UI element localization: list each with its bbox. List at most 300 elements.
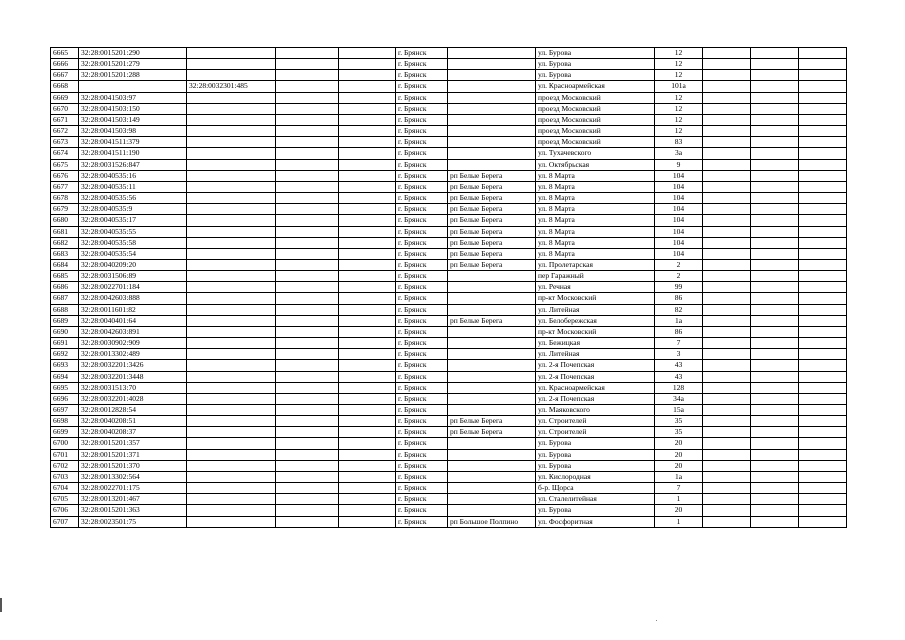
- cell-city: г. Брянск: [396, 293, 448, 304]
- cell-city: г. Брянск: [396, 226, 448, 237]
- cell-cadastral-number-alt: [187, 449, 276, 460]
- cell-blank-col-11: [751, 215, 799, 226]
- cell-blank-col-5: [339, 505, 396, 516]
- cell-row-number: 6707: [51, 516, 79, 527]
- cell-row-number: 6704: [51, 483, 79, 494]
- cell-blank-col-4: [276, 371, 339, 382]
- cell-blank-col-11: [751, 360, 799, 371]
- cell-street: ул. Бурова: [536, 59, 655, 70]
- cell-street: ул. Пролетарская: [536, 259, 655, 270]
- cell-blank-col-10: [703, 349, 751, 360]
- cell-blank-col-12: [799, 137, 847, 148]
- cell-blank-col-11: [751, 237, 799, 248]
- table-row: [51, 259, 847, 270]
- cell-settlement: рп Белые Берега: [448, 193, 536, 204]
- cell-house-number: 99: [655, 282, 703, 293]
- cell-blank-col-10: [703, 304, 751, 315]
- cell-cadastral-number-alt: [187, 181, 276, 192]
- cell-settlement: [448, 382, 536, 393]
- cell-blank-col-4: [276, 70, 339, 81]
- cell-settlement: рп Белые Берега: [448, 237, 536, 248]
- cell-blank-col-11: [751, 405, 799, 416]
- cell-row-number: 6673: [51, 137, 79, 148]
- cell-city: г. Брянск: [396, 70, 448, 81]
- cell-settlement: [448, 349, 536, 360]
- table-row: [51, 59, 847, 70]
- cell-house-number: 104: [655, 181, 703, 192]
- cell-blank-col-10: [703, 282, 751, 293]
- cell-house-number: 3: [655, 349, 703, 360]
- cell-blank-col-11: [751, 416, 799, 427]
- cell-row-number: 6667: [51, 70, 79, 81]
- cell-row-number: 6685: [51, 271, 79, 282]
- cell-row-number: 6675: [51, 159, 79, 170]
- cell-house-number: 35: [655, 427, 703, 438]
- cell-cadastral-number-alt: 32:28:0032301:485: [187, 81, 276, 92]
- cell-settlement: [448, 148, 536, 159]
- cell-blank-col-12: [799, 293, 847, 304]
- cell-cadastral-number: 32:28:0022701:184: [79, 282, 187, 293]
- cell-blank-col-10: [703, 237, 751, 248]
- cell-cadastral-number: 32:28:0032201:3448: [79, 371, 187, 382]
- cell-row-number: 6682: [51, 237, 79, 248]
- table-row: [51, 449, 847, 460]
- cell-blank-col-5: [339, 81, 396, 92]
- cell-row-number: 6680: [51, 215, 79, 226]
- cell-city: г. Брянск: [396, 494, 448, 505]
- cell-street: ул. Октябрьская: [536, 159, 655, 170]
- cell-settlement: [448, 494, 536, 505]
- cell-blank-col-10: [703, 215, 751, 226]
- cell-blank-col-10: [703, 114, 751, 125]
- cell-settlement: [448, 338, 536, 349]
- cell-cadastral-number-alt: [187, 315, 276, 326]
- cell-blank-col-11: [751, 103, 799, 114]
- cell-blank-col-10: [703, 48, 751, 59]
- cell-cadastral-number: 32:28:0041503:98: [79, 126, 187, 137]
- cell-settlement: рп Белые Берега: [448, 204, 536, 215]
- scan-edge-mark: [0, 598, 2, 612]
- cell-cadastral-number: 32:28:0040535:55: [79, 226, 187, 237]
- cell-blank-col-5: [339, 193, 396, 204]
- cell-city: г. Брянск: [396, 360, 448, 371]
- table-row: [51, 304, 847, 315]
- cell-blank-col-10: [703, 248, 751, 259]
- cell-blank-col-10: [703, 460, 751, 471]
- cell-street: ул. Красноармейская: [536, 81, 655, 92]
- cell-blank-col-10: [703, 259, 751, 270]
- cell-cadastral-number-alt: [187, 471, 276, 482]
- cell-cadastral-number-alt: [187, 360, 276, 371]
- cell-street: ул. 8 Марта: [536, 181, 655, 192]
- cell-row-number: 6681: [51, 226, 79, 237]
- cell-house-number: 20: [655, 460, 703, 471]
- cell-blank-col-5: [339, 181, 396, 192]
- cell-row-number: 6693: [51, 360, 79, 371]
- cell-blank-col-12: [799, 70, 847, 81]
- cell-cadastral-number: 32:28:0040208:51: [79, 416, 187, 427]
- cell-settlement: [448, 126, 536, 137]
- cell-street: проезд Московский: [536, 103, 655, 114]
- cell-city: г. Брянск: [396, 393, 448, 404]
- cell-house-number: 1а: [655, 471, 703, 482]
- cell-blank-col-4: [276, 293, 339, 304]
- cell-blank-col-5: [339, 326, 396, 337]
- cell-cadastral-number-alt: [187, 427, 276, 438]
- cell-cadastral-number-alt: [187, 460, 276, 471]
- cell-blank-col-5: [339, 427, 396, 438]
- cell-row-number: 6668: [51, 81, 79, 92]
- table-row: [51, 271, 847, 282]
- table-row: [51, 338, 847, 349]
- cell-blank-col-4: [276, 48, 339, 59]
- cell-blank-col-12: [799, 349, 847, 360]
- cell-blank-col-4: [276, 159, 339, 170]
- cell-blank-col-11: [751, 438, 799, 449]
- cell-blank-col-11: [751, 170, 799, 181]
- cell-blank-col-11: [751, 326, 799, 337]
- cell-settlement: [448, 360, 536, 371]
- cell-cadastral-number: 32:28:0040401:64: [79, 315, 187, 326]
- cell-row-number: 6676: [51, 170, 79, 181]
- cell-blank-col-5: [339, 438, 396, 449]
- table-row: [51, 126, 847, 137]
- cell-cadastral-number-alt: [187, 505, 276, 516]
- cell-blank-col-10: [703, 494, 751, 505]
- cell-city: г. Брянск: [396, 326, 448, 337]
- cell-row-number: 6703: [51, 471, 79, 482]
- cell-cadastral-number-alt: [187, 170, 276, 181]
- cell-settlement: рп Белые Берега: [448, 181, 536, 192]
- cell-cadastral-number: 32:28:0040535:11: [79, 181, 187, 192]
- cell-house-number: 12: [655, 59, 703, 70]
- cell-street: ул. Бежицкая: [536, 338, 655, 349]
- cell-house-number: 7: [655, 338, 703, 349]
- cell-blank-col-4: [276, 271, 339, 282]
- cell-city: г. Брянск: [396, 483, 448, 494]
- table-row: [51, 215, 847, 226]
- table-row: [51, 103, 847, 114]
- cell-city: г. Брянск: [396, 159, 448, 170]
- cell-house-number: 104: [655, 204, 703, 215]
- cell-house-number: 12: [655, 126, 703, 137]
- cell-blank-col-10: [703, 516, 751, 527]
- table-row: [51, 181, 847, 192]
- cell-house-number: 104: [655, 170, 703, 181]
- cell-blank-col-12: [799, 48, 847, 59]
- cell-cadastral-number-alt: [187, 271, 276, 282]
- cell-blank-col-12: [799, 315, 847, 326]
- cell-blank-col-4: [276, 215, 339, 226]
- cell-blank-col-12: [799, 181, 847, 192]
- cell-settlement: рп Белые Берега: [448, 416, 536, 427]
- cell-street: ул. 2-я Почепская: [536, 393, 655, 404]
- cell-house-number: 128: [655, 382, 703, 393]
- cell-blank-col-5: [339, 282, 396, 293]
- register-sheet: [50, 47, 847, 528]
- cell-row-number: 6699: [51, 427, 79, 438]
- cell-blank-col-5: [339, 449, 396, 460]
- cell-cadastral-number-alt: [187, 226, 276, 237]
- cell-blank-col-11: [751, 393, 799, 404]
- cell-street: ул. Сталелитейная: [536, 494, 655, 505]
- cell-street: ул. Бурова: [536, 460, 655, 471]
- table-row: [51, 460, 847, 471]
- cell-blank-col-4: [276, 137, 339, 148]
- cell-blank-col-4: [276, 516, 339, 527]
- cell-blank-col-11: [751, 48, 799, 59]
- cell-blank-col-5: [339, 237, 396, 248]
- cell-row-number: 6705: [51, 494, 79, 505]
- cell-house-number: 35: [655, 416, 703, 427]
- cell-city: г. Брянск: [396, 248, 448, 259]
- cell-blank-col-11: [751, 114, 799, 125]
- cell-city: г. Брянск: [396, 81, 448, 92]
- cell-blank-col-11: [751, 282, 799, 293]
- table-row: [51, 471, 847, 482]
- cell-street: б-р. Щорса: [536, 483, 655, 494]
- cell-blank-col-4: [276, 259, 339, 270]
- cell-city: г. Брянск: [396, 416, 448, 427]
- cell-house-number: 1: [655, 516, 703, 527]
- cell-blank-col-4: [276, 248, 339, 259]
- cell-settlement: [448, 59, 536, 70]
- cell-blank-col-10: [703, 137, 751, 148]
- cell-blank-col-10: [703, 471, 751, 482]
- table-body: [51, 48, 847, 528]
- cell-blank-col-5: [339, 48, 396, 59]
- cell-blank-col-10: [703, 70, 751, 81]
- cell-house-number: 1: [655, 494, 703, 505]
- cell-cadastral-number: 32:28:0042603:888: [79, 293, 187, 304]
- cell-blank-col-12: [799, 282, 847, 293]
- cell-row-number: 6666: [51, 59, 79, 70]
- cell-row-number: 6689: [51, 315, 79, 326]
- cell-blank-col-12: [799, 271, 847, 282]
- cell-row-number: 6691: [51, 338, 79, 349]
- cell-blank-col-11: [751, 59, 799, 70]
- cell-cadastral-number-alt: [187, 338, 276, 349]
- cell-blank-col-4: [276, 438, 339, 449]
- cell-cadastral-number: 32:28:0022701:175: [79, 483, 187, 494]
- cell-cadastral-number-alt: [187, 438, 276, 449]
- cell-blank-col-10: [703, 92, 751, 103]
- cell-blank-col-12: [799, 259, 847, 270]
- cell-blank-col-12: [799, 103, 847, 114]
- cell-street: ул. Литейная: [536, 304, 655, 315]
- cell-row-number: 6702: [51, 460, 79, 471]
- cell-house-number: 34а: [655, 393, 703, 404]
- cell-cadastral-number-alt: [187, 326, 276, 337]
- cell-row-number: 6690: [51, 326, 79, 337]
- cell-cadastral-number-alt: [187, 293, 276, 304]
- cell-house-number: 12: [655, 103, 703, 114]
- cell-blank-col-10: [703, 427, 751, 438]
- cell-blank-col-12: [799, 371, 847, 382]
- cell-blank-col-4: [276, 326, 339, 337]
- cell-blank-col-10: [703, 438, 751, 449]
- cell-blank-col-10: [703, 193, 751, 204]
- cell-street: пер Гаражный: [536, 271, 655, 282]
- cell-blank-col-10: [703, 226, 751, 237]
- cell-settlement: [448, 48, 536, 59]
- cell-settlement: рп Белые Берега: [448, 315, 536, 326]
- table-row: [51, 293, 847, 304]
- cell-blank-col-10: [703, 59, 751, 70]
- cell-blank-col-11: [751, 271, 799, 282]
- cell-blank-col-4: [276, 449, 339, 460]
- cell-cadastral-number-alt: [187, 92, 276, 103]
- cell-house-number: 104: [655, 248, 703, 259]
- cell-blank-col-5: [339, 170, 396, 181]
- cell-settlement: рп Белые Берега: [448, 248, 536, 259]
- cell-house-number: 104: [655, 226, 703, 237]
- cell-cadastral-number-alt: [187, 416, 276, 427]
- cell-cadastral-number: 32:28:0041511:379: [79, 137, 187, 148]
- cell-blank-col-5: [339, 483, 396, 494]
- table-row: [51, 349, 847, 360]
- cell-street: ул. 8 Марта: [536, 215, 655, 226]
- cell-blank-col-5: [339, 126, 396, 137]
- cell-row-number: 6679: [51, 204, 79, 215]
- cell-blank-col-12: [799, 237, 847, 248]
- cell-blank-col-4: [276, 181, 339, 192]
- cell-cadastral-number: 32:28:0041503:97: [79, 92, 187, 103]
- cell-blank-col-12: [799, 148, 847, 159]
- cell-city: г. Брянск: [396, 48, 448, 59]
- table-row: [51, 237, 847, 248]
- cell-house-number: 20: [655, 438, 703, 449]
- cell-blank-col-12: [799, 215, 847, 226]
- cell-house-number: 43: [655, 360, 703, 371]
- cell-cadastral-number-alt: [187, 70, 276, 81]
- cell-cadastral-number: 32:28:0040535:56: [79, 193, 187, 204]
- cell-settlement: рп Белые Берега: [448, 259, 536, 270]
- cell-blank-col-12: [799, 438, 847, 449]
- cell-city: г. Брянск: [396, 204, 448, 215]
- cell-street: ул. 8 Марта: [536, 226, 655, 237]
- cell-blank-col-10: [703, 204, 751, 215]
- cell-blank-col-5: [339, 349, 396, 360]
- cell-blank-col-5: [339, 382, 396, 393]
- cell-house-number: 104: [655, 193, 703, 204]
- cell-cadastral-number: 32:28:0032201:4028: [79, 393, 187, 404]
- cell-street: ул. 8 Марта: [536, 204, 655, 215]
- table-row: [51, 114, 847, 125]
- cell-city: г. Брянск: [396, 92, 448, 103]
- scan-dust: [656, 620, 657, 621]
- cell-blank-col-12: [799, 382, 847, 393]
- cell-settlement: [448, 271, 536, 282]
- cell-settlement: рп Белые Берега: [448, 170, 536, 181]
- cell-city: г. Брянск: [396, 103, 448, 114]
- cell-blank-col-11: [751, 204, 799, 215]
- cell-row-number: 6674: [51, 148, 79, 159]
- cell-blank-col-5: [339, 360, 396, 371]
- cell-blank-col-10: [703, 315, 751, 326]
- cell-blank-col-4: [276, 114, 339, 125]
- cell-street: ул. 2-я Почепская: [536, 360, 655, 371]
- cell-settlement: [448, 505, 536, 516]
- cell-blank-col-5: [339, 226, 396, 237]
- cell-blank-col-11: [751, 460, 799, 471]
- cell-blank-col-4: [276, 103, 339, 114]
- cell-blank-col-5: [339, 471, 396, 482]
- cell-blank-col-5: [339, 215, 396, 226]
- cell-cadastral-number-alt: [187, 405, 276, 416]
- cell-blank-col-10: [703, 148, 751, 159]
- cell-cadastral-number-alt: [187, 483, 276, 494]
- cell-street: проезд Московский: [536, 126, 655, 137]
- cell-street: ул. Бурова: [536, 48, 655, 59]
- cell-blank-col-12: [799, 483, 847, 494]
- cell-blank-col-5: [339, 304, 396, 315]
- cell-row-number: 6701: [51, 449, 79, 460]
- cell-row-number: 6695: [51, 382, 79, 393]
- cell-blank-col-11: [751, 516, 799, 527]
- cell-city: г. Брянск: [396, 371, 448, 382]
- cell-row-number: 6698: [51, 416, 79, 427]
- cell-blank-col-5: [339, 460, 396, 471]
- cell-settlement: [448, 114, 536, 125]
- cell-blank-col-10: [703, 338, 751, 349]
- cell-blank-col-10: [703, 505, 751, 516]
- cell-blank-col-10: [703, 326, 751, 337]
- cell-city: г. Брянск: [396, 114, 448, 125]
- cell-blank-col-4: [276, 237, 339, 248]
- cell-settlement: [448, 92, 536, 103]
- cell-street: пр-кт Московский: [536, 293, 655, 304]
- cell-blank-col-10: [703, 449, 751, 460]
- cell-settlement: [448, 81, 536, 92]
- cell-blank-col-11: [751, 349, 799, 360]
- table-row: [51, 81, 847, 92]
- cell-cadastral-number-alt: [187, 114, 276, 125]
- cell-blank-col-4: [276, 494, 339, 505]
- table-row: [51, 193, 847, 204]
- cell-blank-col-4: [276, 92, 339, 103]
- cell-cadastral-number: 32:28:0042603:891: [79, 326, 187, 337]
- cell-row-number: 6688: [51, 304, 79, 315]
- cell-blank-col-12: [799, 505, 847, 516]
- cell-blank-col-4: [276, 315, 339, 326]
- cell-settlement: рп Белые Берега: [448, 215, 536, 226]
- cell-house-number: 101а: [655, 81, 703, 92]
- cell-blank-col-5: [339, 393, 396, 404]
- cell-blank-col-5: [339, 293, 396, 304]
- cell-blank-col-11: [751, 181, 799, 192]
- cell-cadastral-number: 32:28:0040535:58: [79, 237, 187, 248]
- cell-blank-col-4: [276, 349, 339, 360]
- cell-cadastral-number-alt: [187, 494, 276, 505]
- cell-cadastral-number-alt: [187, 148, 276, 159]
- table-row: [51, 483, 847, 494]
- table-row: [51, 371, 847, 382]
- cell-blank-col-11: [751, 494, 799, 505]
- cell-cadastral-number-alt: [187, 393, 276, 404]
- cell-blank-col-12: [799, 126, 847, 137]
- cell-blank-col-11: [751, 427, 799, 438]
- cell-blank-col-5: [339, 494, 396, 505]
- cell-blank-col-12: [799, 204, 847, 215]
- cell-cadastral-number-alt: [187, 382, 276, 393]
- cell-blank-col-12: [799, 304, 847, 315]
- cell-settlement: [448, 483, 536, 494]
- cell-city: г. Брянск: [396, 427, 448, 438]
- table-row: [51, 438, 847, 449]
- cell-cadastral-number: 32:28:0040209:20: [79, 259, 187, 270]
- cell-blank-col-5: [339, 338, 396, 349]
